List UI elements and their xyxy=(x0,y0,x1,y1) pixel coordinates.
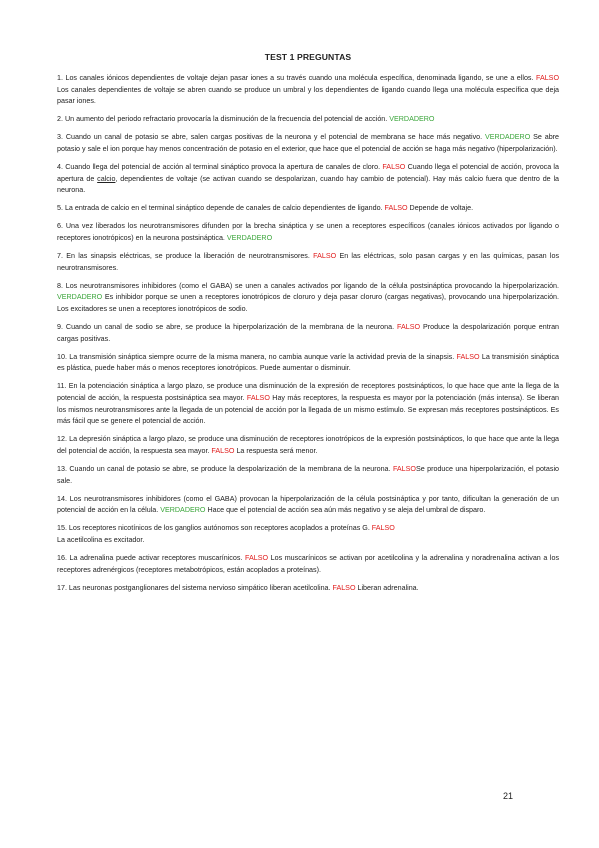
question-9: 9. Cuando un canal de sodio se abre, se produce la hiperpolarización de la membrana de la neurona. FALSO Produce la despolarización porque entran cargas positivas. xyxy=(57,323,560,343)
answer-badge: FALSO xyxy=(313,252,337,261)
question-3: 3. Cuando un canal de potasio se abre, salen cargas positivas de la neurona y el potencial de membrana se hace más negativo. VERDADERO Se abre potasio y sale el ion porque hay menos concentración de potasio en el exterior, que hace que el potencial de acción se haga más negativo (hiperpolarización). xyxy=(57,133,560,153)
question-6: 6. Una vez liberados los neurotransmisores difunden por la brecha sináptica y se unen a receptores específicos (canales iónicos activados por ligando o receptores ionotrópicos) en la neurona postsináptica. VERDADERO xyxy=(57,222,559,243)
question-17: 17. Las neuronas postganglionares del sistema nervioso simpático liberan acetilcolina. FALSO Liberan adrenalina. xyxy=(57,583,419,592)
question-14: 14. Los neurotransmisores inhibidores (como el GABA) provocan la hiperpolarización de la célula postsináptica y por tanto, dificultan la generación de un potencial de acción en la célula. VERDADERO Hace que el potencial de acción sea aún más negativo y se aleja del umbral de disparo. xyxy=(57,494,560,515)
answer-badge: FALSO xyxy=(384,204,408,213)
question-7: 7. En las sinapsis eléctricas, se produce la liberación de neurotransmisores. FALSO En las eléctricas, solo pasan cargas y en las químicas, pasan los neurotransmisores. xyxy=(57,252,560,272)
answer-badge: FALSO xyxy=(245,554,269,563)
answer-badge: VERDADERO xyxy=(160,506,206,515)
answer-badge: VERDADERO xyxy=(226,234,273,243)
answer-badge: FALSO xyxy=(371,524,395,533)
question-13: 13. Cuando un canal de potasio se abre, se produce la despolarización de la membrana de la neurona. FALSOSe produce una hiperpolarización, el potasio sale. xyxy=(57,465,560,485)
answer-badge: FALSO xyxy=(456,352,480,361)
answer-badge: VERDADERO xyxy=(485,133,531,142)
answer-badge: FALSO xyxy=(211,446,235,455)
answer-badge: FALSO xyxy=(382,163,406,172)
answer-badge: FALSO xyxy=(246,394,270,403)
page-number: 21 xyxy=(502,791,513,801)
answer-badge: VERDADERO xyxy=(389,115,435,124)
question-15: 15. Los receptores nicotínicos de los ganglios autónomos son receptores acoplados a proteínas G. FALSO La acetilcolina es excitador. xyxy=(57,524,395,544)
underlined-term: calcio xyxy=(97,174,116,183)
page-title: TEST 1 PREGUNTAS xyxy=(264,52,352,62)
answer-badge: VERDADERO xyxy=(57,293,103,302)
answer-badge: FALSO xyxy=(332,583,356,592)
question-12: 12. La depresión sináptica a largo plazo, se produce una disminución de receptores ionotrópicos de la expresión postsinápticos, lo que hace que ante la llega del potencial de acción, la respuesta sea mayor. FALSO La respuesta será menor. xyxy=(57,435,560,455)
question-5: 5. La entrada de calcio en el terminal sináptico depende de canales de calcio dependientes de ligando. FALSO Depende de voltaje. xyxy=(57,204,474,213)
answer-badge: FALSO xyxy=(392,465,416,474)
question-1: 1. Los canales iónicos dependientes de voltaje dejan pasar iones a su través cuando una molécula específica, denominada ligando, se une a ellos. FALSO Los canales dependientes de voltaje se abren cuando se produce un umbral y los dependientes de ligando cuando llega una molécula específica que deja pasar iones. xyxy=(57,74,560,106)
question-10: 10. La transmisión sináptica siempre ocurre de la misma manera, no cambia aunque varíe la actividad previa de la sinapsis. FALSO La transmisión sináptica es plástica, puede haber más o menos receptores ionotrópicos. Puede aumentar o disminuir. xyxy=(57,352,560,373)
question-4: 4. Cuando llega del potencial de acción al terminal sináptico provoca la apertura de canales de cloro. FALSO Cuando llega el potencial de acción, provoca la apertura de calcio, dependientes de voltaje (se activan cuando se despolarizan, cuando hay cambio de potencial). Hay más calcio fuera que dentro de la neurona. xyxy=(57,163,560,195)
answer-badge: FALSO xyxy=(397,323,421,332)
question-8: 8. Los neurotransmisores inhibidores (como el GABA) se unen a canales activados por ligando de la célula postsináptica provocando la hiperpolarización. VERDADERO Es inhibidor porque se unen a receptores ionotrópicos de cloruro y deja pasar cloruro (cargas negativas), provocando una hiperpolarización. Los excitadores se unen a receptores ionotrópicos de sodio. xyxy=(57,281,560,313)
question-2: 2. Un aumento del periodo refractario provocaría la disminución de la frecuencia del potencial de acción. VERDADERO xyxy=(57,115,435,124)
question-16: 16. La adrenalina puede activar receptores muscarínicos. FALSO Los muscarínicos se activan por acetilcolina y la adrenalina y noradrenalina activan a los receptores adrenérgicos (receptores metabotrópicos, están acoplados a proteínas). xyxy=(57,554,560,574)
answer-badge: FALSO xyxy=(535,74,560,82)
question-11: 11. En la potenciación sináptica a largo plazo, se produce una disminución de la expresión de receptores postsinápticos, lo que hace que ante la llega de la potencial de acción, la respuesta postsináptica sea mayor. FALSO Hay más receptores, la respuesta es mayor por la potenciación (más intensa). Se liberan los mismos neurotransmisores ante la llegada de un potencial de acción por la llegada de un mismo estímulo. Se expresan más receptores postsinápticos. Es más fácil que se genere el potencial de acción. xyxy=(57,382,560,426)
